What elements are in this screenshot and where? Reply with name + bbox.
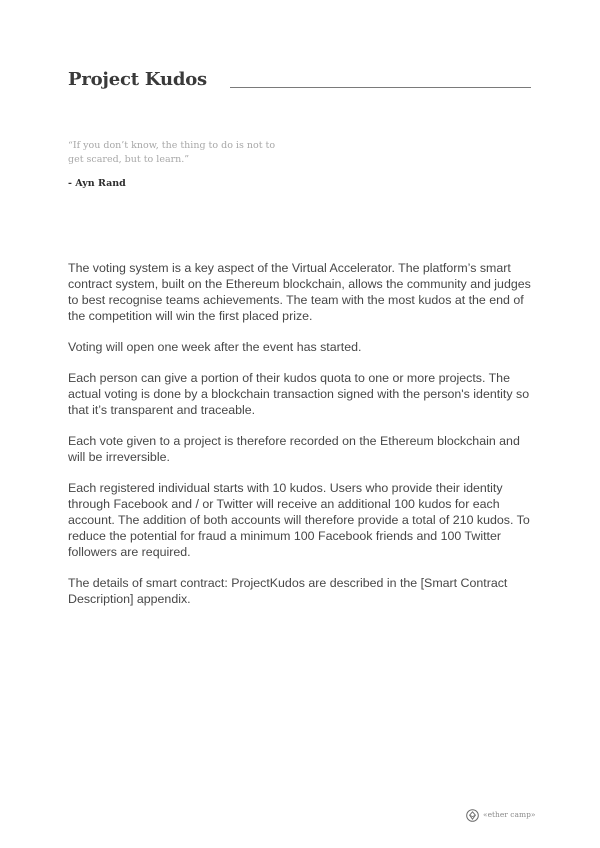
page-title: Project Kudos: [68, 69, 207, 90]
body-text: [68, 260, 534, 622]
ether-camp-logo-icon: [466, 809, 479, 822]
quote-text: “If you don’t know, the thing to do is not to get scared, but to learn.”: [68, 140, 276, 165]
paragraph-voting-system: The voting system is a key aspect of the Virtual Accelerator. The platform’s smart contract system, built on the Ethereum blockchain, allows the community and judges to best recognise teams achievements. The team with the most kudos at the end of the competition will win the first placed prize.: [68, 261, 531, 323]
quote-author: - Ayn Rand: [68, 178, 126, 189]
title-divider: [230, 87, 531, 88]
footer-brand-text: «ether camp»: [483, 810, 536, 819]
paragraph-smart-contract: The details of smart contract: ProjectKudos are described in the [Smart Contract Description] appendix.: [68, 576, 508, 606]
paragraph-kudos-quota: Each person can give a portion of their kudos quota to one or more projects. The actual voting is done by a blockchain transaction signed with the person's identity so that it’s transparent and traceable.: [68, 371, 530, 417]
paragraph-irreversible: Each vote given to a project is therefore recorded on the Ethereum blockchain and will be irreversible.: [68, 434, 520, 464]
page-header: [68, 68, 531, 92]
paragraph-voting-open: Voting will open one week after the event has started.: [68, 340, 362, 354]
paragraph-registration: Each registered individual starts with 10 kudos. Users who provide their identity through Facebook and / or Twitter will receive an additional 100 kudos for each account. The addition of both accounts will therefore provide a total of 210 kudos. To reduce the potential for fraud a minimum 100 Facebook friends and 100 Twitter followers are required.: [68, 481, 530, 559]
footer-logo: [466, 808, 535, 822]
epigraph: [68, 139, 288, 191]
